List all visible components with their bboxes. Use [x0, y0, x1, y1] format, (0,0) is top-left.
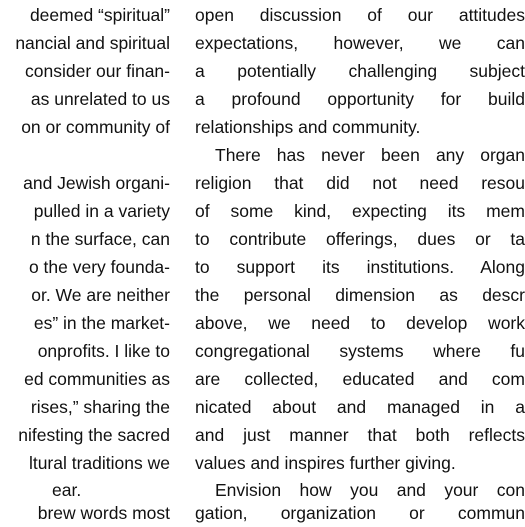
text-line: consider our finan- [25, 61, 170, 81]
text-line: onprofits. I like to [37, 341, 170, 361]
text-line: a profound opportunity for build [195, 89, 525, 109]
text-line: values and inspires further giving. [195, 453, 456, 473]
text-line: open discussion of our attitudes [195, 5, 525, 25]
text-line: congregational systems where fu [195, 341, 525, 361]
text-line: of some kind, expecting its mem [195, 201, 525, 221]
text-line: ed communities as [24, 369, 170, 389]
text-line: are collected, educated and com [195, 369, 525, 389]
text-line: pulled in a variety [33, 201, 170, 221]
text-line: and Jewish organi- [23, 173, 170, 193]
text-line: brew words most [37, 503, 170, 523]
text-line: above, we need to develop work [195, 313, 525, 333]
text-line: or. We are neither [31, 285, 170, 305]
text-line: ear. [52, 480, 82, 500]
text-line [0, 142, 170, 169]
text-line: expectations, however, we can [195, 33, 525, 53]
text-line: as unrelated to us [30, 89, 170, 109]
text-line: a potentially challenging subject [195, 61, 525, 81]
text-line: o the very founda- [28, 257, 170, 277]
text-line: on or community of [21, 117, 170, 137]
text-line: religion that did not need resou [195, 173, 525, 193]
text-line: rises,” sharing the [30, 397, 170, 417]
text-line: n the surface, can [30, 229, 170, 249]
text-line: gation, organization or commun [195, 503, 525, 523]
text-line: es” in the market- [33, 313, 170, 333]
text-line: and just manner that both reflects [195, 425, 525, 445]
text-line: nifesting the sacred [18, 425, 170, 445]
text-line: to support its institutions. Along [195, 257, 525, 277]
text-line: nancial and spiritual [15, 33, 170, 53]
text-line: to contribute offerings, dues or ta [195, 229, 525, 249]
text-line: nicated about and managed in a [195, 397, 525, 417]
text-line: relationships and community. [195, 117, 421, 137]
text-line: ltural traditions we [28, 453, 170, 473]
text-line: There has never been any organ [215, 145, 525, 165]
text-line: Envision how you and your con [215, 480, 525, 500]
text-line: deemed “spiritual” [29, 5, 170, 25]
text-line: the personal dimension as descr [195, 285, 525, 305]
